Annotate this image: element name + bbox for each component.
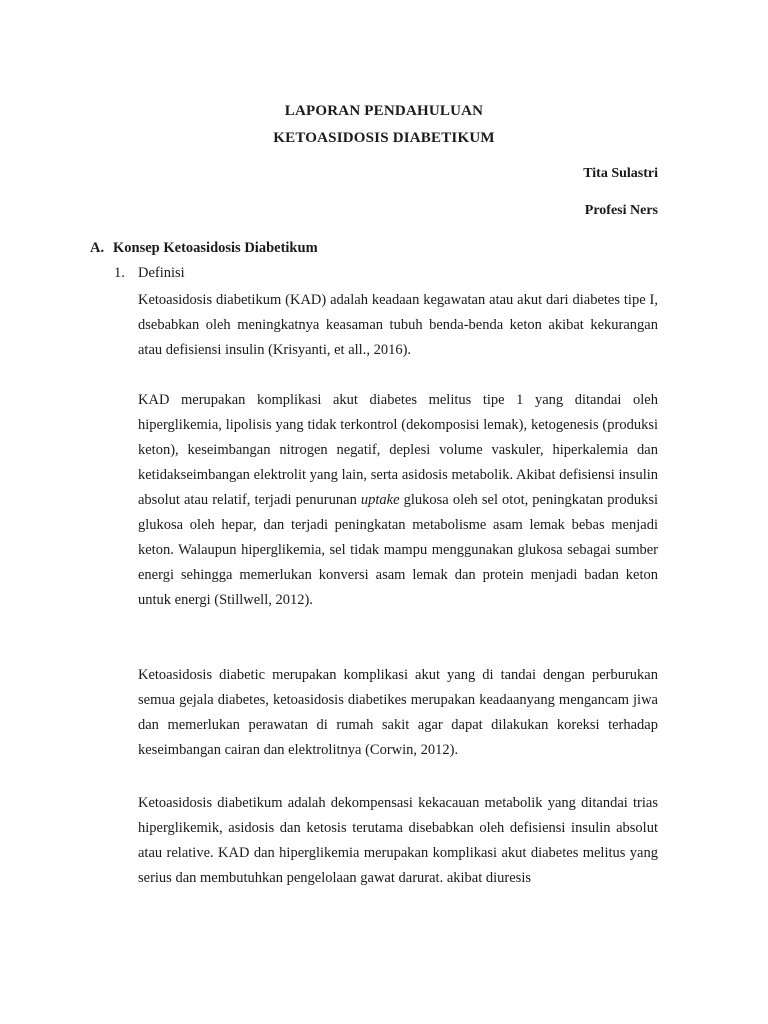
document-title-line-2: KETOASIDOSIS DIABETIKUM [273, 130, 495, 146]
subsection-number: 1. [114, 265, 125, 281]
paragraph-4 [138, 791, 658, 891]
italic-term: uptake [360, 492, 400, 508]
subsection-heading [114, 265, 185, 282]
section-heading [90, 240, 318, 257]
document-title-line-1: LAPORAN PENDAHULUAN [284, 103, 484, 119]
paragraph-1 [138, 288, 658, 363]
author-name: Tita Sulastri [583, 166, 658, 181]
paragraph-3 [138, 663, 658, 763]
section-title: Konsep Ketoasidosis Diabetikum [113, 240, 318, 256]
program-name: Profesi Ners [584, 203, 658, 218]
paragraph-text: Ketoasidosis diabetic merupakan komplikasi akut yang di tandai dengan perburukan semua gejala diabetes, ketoasidosis diabetikes merupakan keadaanyang mengancam jiwa dan memerlukan perawatan di rumah sakit agar dapat dilakukan koreksi terhadap keseimbangan cairan dan elektrolitnya (Corwin, 2012). [138, 667, 658, 758]
subsection-title: Definisi [138, 265, 185, 281]
paragraph-text: Ketoasidosis diabetikum adalah dekompensasi kekacauan metabolik yang ditandai trias hiperglikemik, asidosis dan ketosis terutama disebabkan oleh defisiensi insulin absolut atau relative. KAD dan hiperglikemia merupakan komplikasi akut diabetes melitus yang serius dan membutuhkan pengelolaan gawat darurat. akibat diuresis [138, 795, 658, 886]
section-letter: A. [90, 240, 105, 256]
paragraph-2 [138, 388, 658, 613]
paragraph-text: Ketoasidosis diabetikum (KAD) adalah keadaan kegawatan atau akut dari diabetes tipe I, dsebabkan oleh meningkatnya keasaman tubuh benda-benda keton akibat kekurangan atau defisiensi insulin (Krisyanti, et all., 2016). [138, 292, 658, 358]
paragraph-text-rich: KAD merupakan komplikasi akut diabetes melitus tipe 1 yang ditandai oleh hiperglikemia, lipolisis yang tidak terkontrol (dekomposisi lemak), ketogenesis (produksi keton), keseimbangan nitrogen negatif, deplesi volume vaskuler, hiperkalemia dan ketidakseimbangan elektrolit yang lain, serta asidosis metabolik. Akibat defisiensi insulin absolut atau relatif, terjadi penurunan uptake glukosa oleh sel otot, peningkatan produksi glukosa oleh hepar, dan terjadi peningkatan metabolisme asam lemak bebas menjadi keton. Walaupun hiperglikemia, sel tidak mampu menggunakan glukosa sebagai sumber energi sehingga memerlukan konversi asam lemak dan protein menjadi badan keton untuk energi (Stillwell, 2012). [138, 392, 658, 608]
